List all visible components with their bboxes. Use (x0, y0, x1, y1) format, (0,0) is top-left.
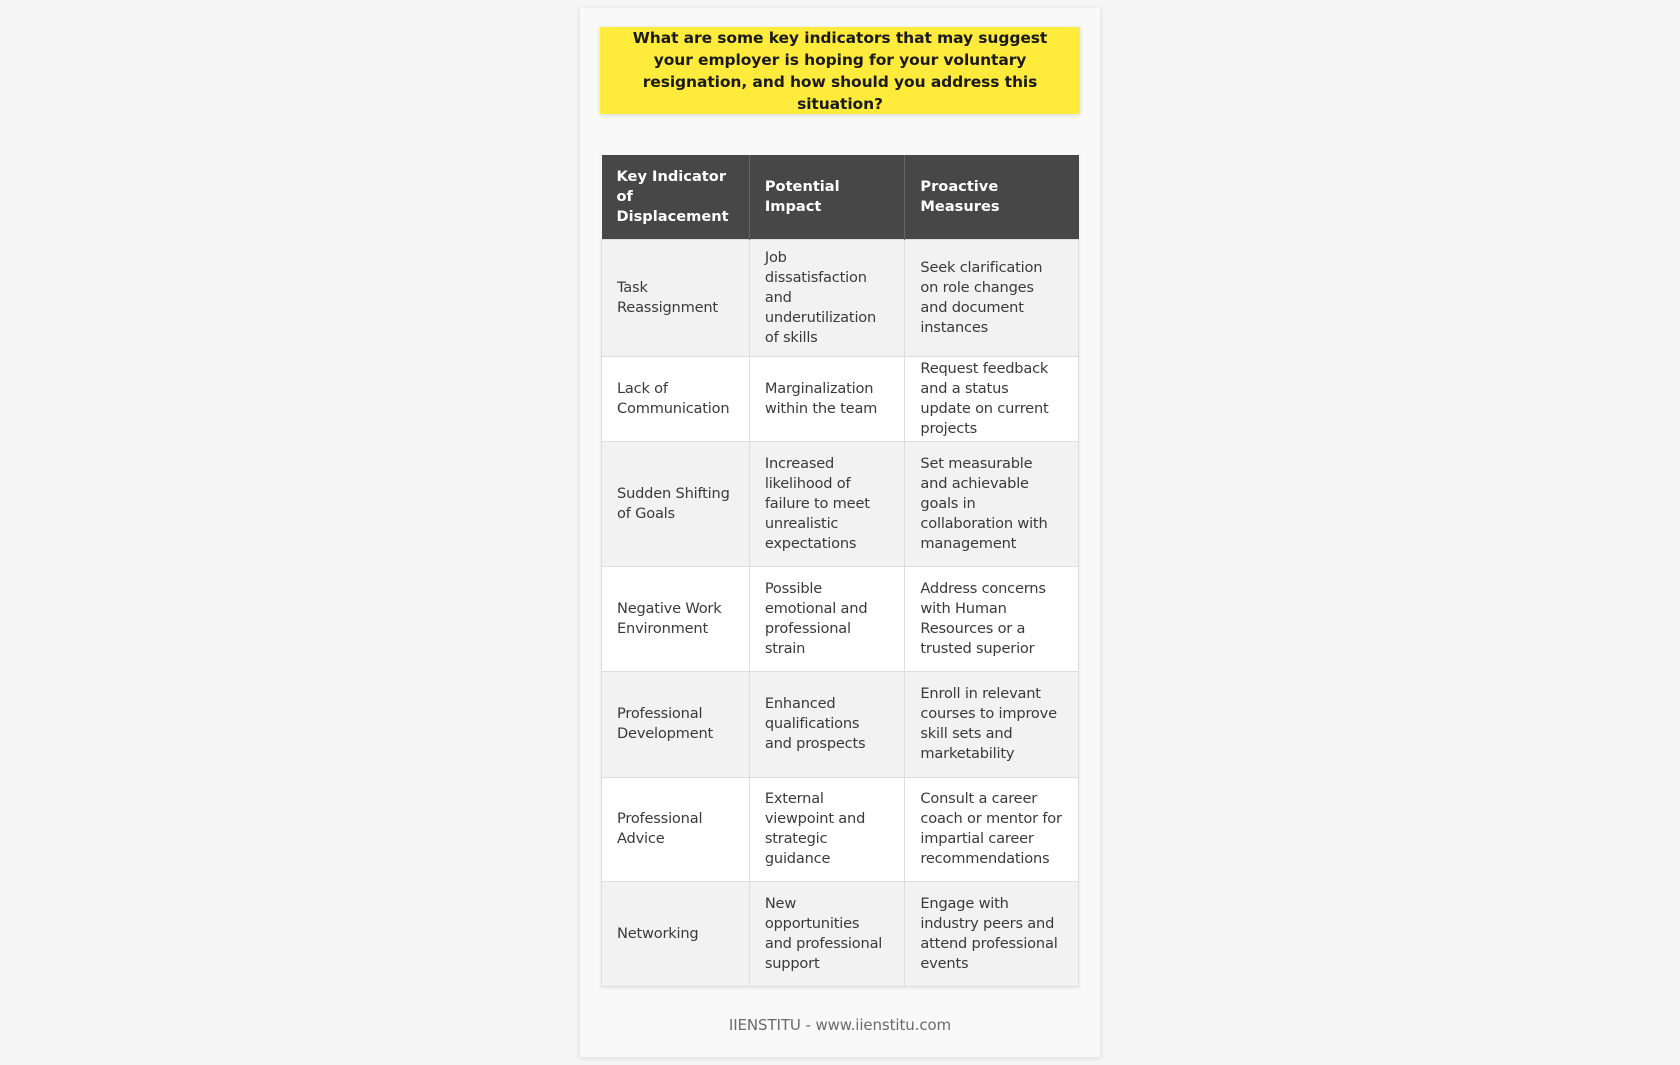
content-card (580, 8, 1100, 1057)
cell-measure: Consult a career coach or mentor for impartial career recommendations (905, 777, 1079, 881)
cell-measure: Set measurable and achievable goals in collaboration with management (905, 441, 1079, 566)
table-row (602, 239, 1079, 356)
cell-impact: Job dissatisfaction and underutilization of skills (749, 239, 905, 356)
table-row (602, 777, 1079, 881)
table-row (602, 356, 1079, 441)
cell-measure: Address concerns with Human Resources or a trusted superior (905, 566, 1079, 671)
cell-indicator: Professional Advice (602, 777, 750, 881)
cell-indicator: Sudden Shifting of Goals (602, 441, 750, 566)
table-row (602, 671, 1079, 777)
header-potential-impact: Potential Impact (749, 155, 905, 239)
footer-credit: IIENSTITU - www.iienstitu.com (728, 1016, 952, 1034)
question-title: What are some key indicators that may suggest your employer is hoping for your voluntary resignation, and how should you address this situation? (632, 28, 1048, 113)
cell-measure: Engage with industry peers and attend professional events (905, 881, 1079, 986)
cell-indicator: Negative Work Environment (602, 566, 750, 671)
cell-impact: External viewpoint and strategic guidance (749, 777, 905, 881)
table-row (602, 441, 1079, 566)
cell-impact: Marginalization within the team (749, 356, 905, 441)
cell-measure: Enroll in relevant courses to improve skill sets and marketability (905, 671, 1079, 777)
cell-impact: Possible emotional and professional strain (749, 566, 905, 671)
header-proactive-measures: Proactive Measures (905, 155, 1079, 239)
cell-impact: New opportunities and professional support (749, 881, 905, 986)
cell-measure: Request feedback and a status update on current projects (905, 356, 1079, 441)
table-row (602, 566, 1079, 671)
cell-indicator: Professional Development (602, 671, 750, 777)
cell-indicator: Lack of Communication (602, 356, 750, 441)
cell-impact: Enhanced qualifications and prospects (749, 671, 905, 777)
cell-indicator: Networking (602, 881, 750, 986)
cell-indicator: Task Reassignment (602, 239, 750, 356)
table-header-row (602, 155, 1079, 239)
indicators-table (601, 155, 1079, 987)
header-key-indicator: Key Indicator of Displacement (602, 155, 750, 239)
cell-measure: Seek clarification on role changes and document instances (905, 239, 1079, 356)
cell-impact: Increased likelihood of failure to meet unrealistic expectations (749, 441, 905, 566)
question-banner (600, 27, 1080, 114)
table-row (602, 881, 1079, 986)
